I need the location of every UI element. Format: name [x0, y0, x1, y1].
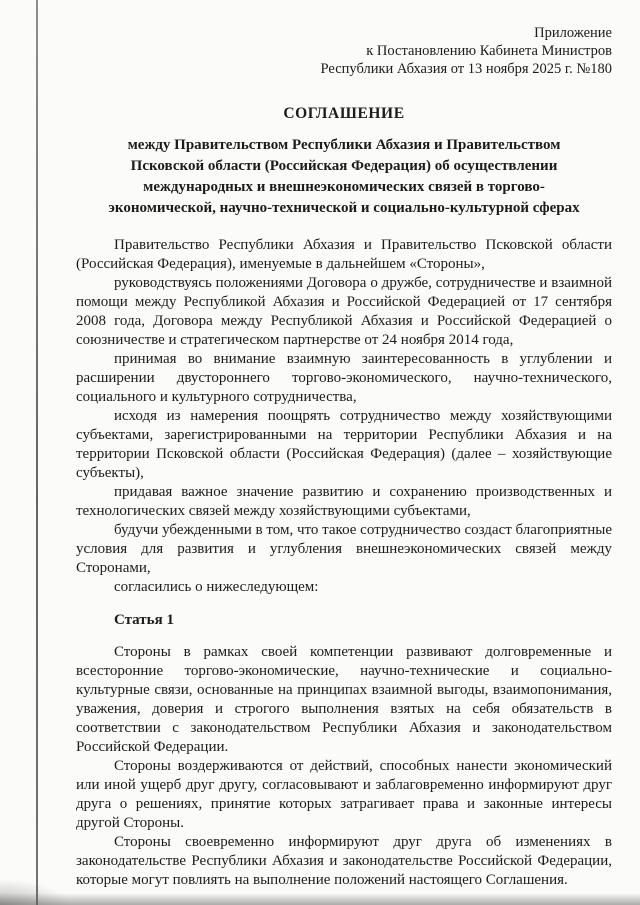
- document-title: СОГЛАШЕНИЕ: [283, 105, 405, 122]
- header-line-3: Республики Абхазия от 13 ноября 2025 г. №180: [320, 61, 612, 77]
- scan-edge-line: [36, 0, 38, 905]
- preamble-paragraph-6: будучи убежденными в том, что такое сотрудничество создаст благоприятные условия для развития и углубления внешнеэкономических связей между Сторонами,: [76, 522, 612, 576]
- header-line-2: к Постановлению Кабинета Министров: [366, 43, 612, 59]
- preamble-paragraph-3: принимая во внимание взаимную заинтересованность в углублении и расширении двустороннего торгово-экономического, научно-технического, социального и культурного сотрудничества,: [76, 351, 612, 405]
- article-1-paragraph-2: Стороны воздерживаются от действий, способных нанести экономический или иной ущерб друг другу, согласовывают и заблаговременно информируют друг друга о решениях, принятие которых затрагивает права и законные интересы другой Стороны.: [76, 758, 612, 831]
- subtitle-line-1: между Правительством Республики Абхазия и Правительством: [127, 137, 561, 153]
- document-subtitle: [76, 135, 612, 219]
- subtitle-line-4: экономической, научно-технической и социально-культурной сферах: [108, 200, 580, 216]
- article-1-paragraph-1: Стороны в рамках своей компетенции развивают долговременные и всесторонние торгово-экономические, научно-технические и социально-культурные связи, основанные на принципах взаимной выгоды, взаимопонимания, уважения, доверия и строгого выполнения взятых на себя обязательств в соответствии с законодательством Республики Абхазия и законодательством Российской Федерации.: [76, 644, 612, 755]
- subtitle-line-3: международных и внешнеэкономических связей в торгово-: [143, 179, 545, 195]
- subtitle-line-2: Псковской области (Российская Федерация) об осуществлении: [130, 158, 558, 174]
- preamble-paragraph-4: исходя из намерения поощрять сотрудничество между хозяйствующими субъектами, зарегистрированными на территории Республики Абхазия и на территории Псковской области (Российская Федерация) (далее – хозяйствующие субъекты),: [76, 408, 612, 481]
- preamble-paragraph-2: руководствуясь положениями Договора о дружбе, сотрудничестве и взаимной помощи между Республикой Абхазия и Российской Федерацией от 17 сентября 2008 года, Договора между Республикой Абхазия и Российской Федерацией о союзничестве и стратегическом партнерстве от 24 ноября 2014 года,: [76, 275, 612, 348]
- article-1-heading: Статья 1: [114, 612, 174, 628]
- preamble-paragraph-7: согласились о нижеследующем:: [114, 579, 319, 595]
- document-header: [76, 24, 612, 78]
- header-line-1: Приложение: [534, 25, 612, 41]
- preamble-paragraph-5: придавая важное значение развитию и сохранению производственных и технологических связей между хозяйствующими субъектами,: [76, 484, 612, 519]
- article-1-paragraph-3: Стороны своевременно информируют друг друга об изменениях в законодательстве Республики Абхазия и законодательстве Российской Федерации, которые могут повлиять на выполнение положений настоящего Соглашения.: [76, 834, 612, 888]
- scan-bottom-shade: [0, 893, 640, 905]
- preamble-paragraph-1: Правительство Республики Абхазия и Правительство Псковской области (Российская Федерация), именуемые в дальнейшем «Стороны»,: [76, 237, 612, 272]
- document-content: [76, 24, 612, 890]
